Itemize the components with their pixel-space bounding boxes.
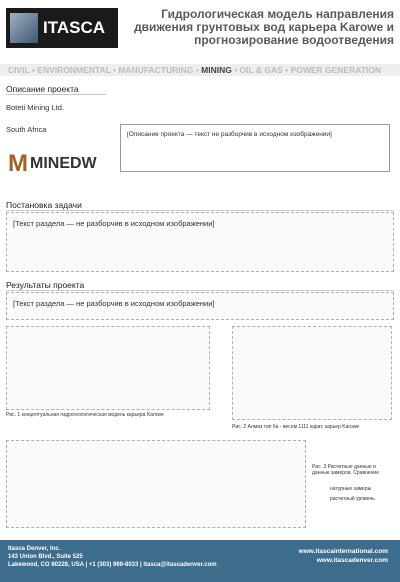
legend-measured: натурные замеры: [330, 486, 372, 492]
footer-website-2[interactable]: www.itascadenver.com: [316, 557, 388, 564]
figure-1-caption: Рис. 1 концептуальная гидрогеологическая модель карьера Karowe: [6, 412, 164, 418]
task-body-placeholder: [6, 212, 394, 272]
industry-after: • OIL & GAS • POWER GENERATION: [234, 65, 382, 75]
project-client: Boteti Mining Ltd.: [6, 103, 64, 112]
industry-active: MINING: [201, 65, 232, 75]
legend-calculated: расчетный уровень: [330, 496, 375, 502]
industry-bar: [0, 64, 400, 76]
footer: [0, 540, 400, 582]
figure-3-caption: Рис. 3 Расчетные данные и данные замеров. Сравнение: [312, 464, 379, 476]
industry-before: CIVIL • ENVIRONMENTAL • MANUFACTURING •: [8, 65, 199, 75]
partner-logo-text: MINEDW: [30, 155, 97, 172]
results-body-placeholder: [6, 292, 394, 320]
project-description-box: [120, 124, 390, 172]
task-body: [Текст раздела — не разборчив в исходном изображении]: [13, 219, 215, 228]
minedw-logo: [8, 150, 116, 178]
project-description: [Описание проекта — текст не разборчив в исходном изображении]: [127, 131, 332, 138]
logo-text: ITASCA: [43, 18, 106, 37]
minedw-logo-icon: M: [8, 150, 28, 177]
footer-address: 143 Union Blvd., Suite 525: [8, 554, 83, 560]
results-body: [Текст раздела — не разборчив в исходном изображении]: [13, 299, 215, 308]
project-heading: Описание проекта: [6, 84, 106, 95]
figure-2-caption: Рис. 2 Алмаз тип IIa - весом 1111 карат, карьер Karowe: [232, 424, 360, 430]
itasca-logo-icon: [10, 13, 38, 43]
results-heading: Результаты проекта: [6, 280, 394, 291]
project-location: South Africa: [6, 125, 47, 134]
footer-websites: [299, 547, 388, 565]
side-strip: [387, 465, 397, 540]
footer-website-1[interactable]: www.itascainternational.com: [298, 548, 388, 555]
header: [0, 0, 400, 58]
figure-3-placeholder: [6, 440, 306, 528]
page-title: Гидрологическая модель направления движения грунтовых вод карьера Karowe и прогнозирование водоотведения: [134, 7, 394, 47]
footer-contact: Lakewood, CO 80228, USA | +1 (303) 969-8033 | itasca@itascadenver.com: [8, 562, 217, 568]
footer-company: Itasca Denver, Inc.: [8, 546, 61, 552]
footer-address-block: [8, 545, 217, 569]
itasca-logo: [6, 8, 118, 48]
figure-2-placeholder: [232, 326, 392, 420]
task-heading: Постановка задачи: [6, 200, 394, 211]
figure-1-placeholder: [6, 326, 210, 410]
